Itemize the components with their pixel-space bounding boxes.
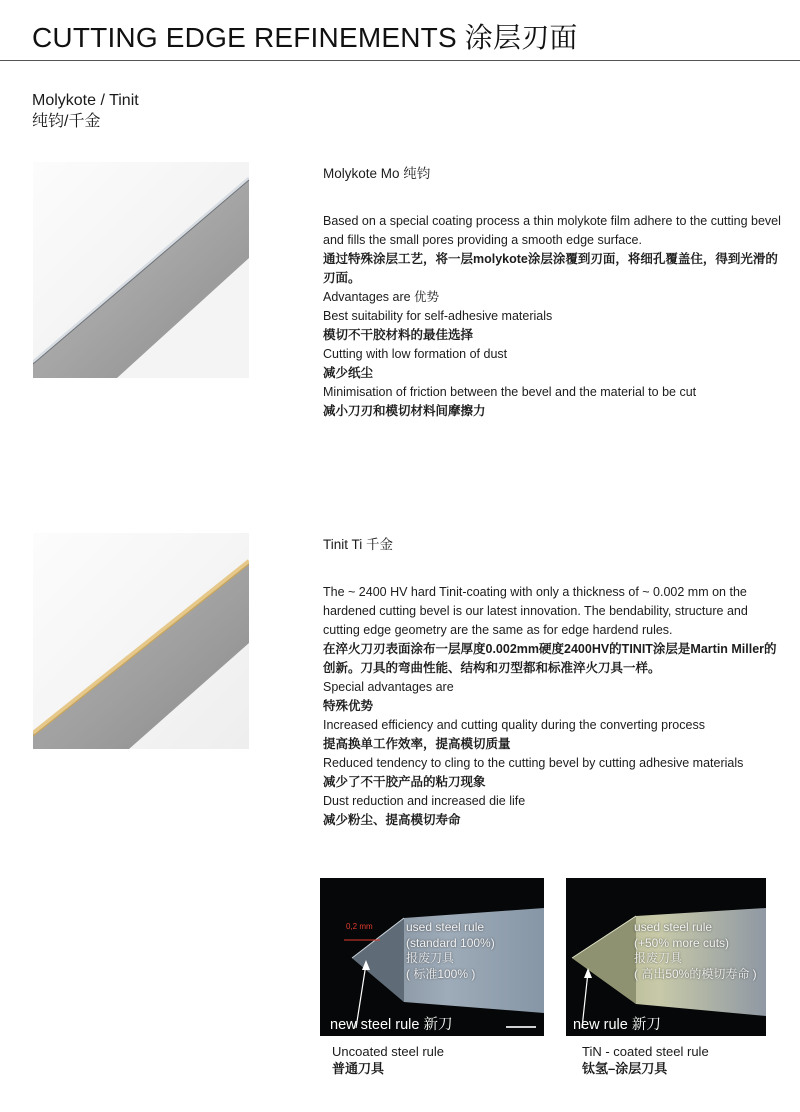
title-divider xyxy=(0,60,800,61)
uncoated-new-rule-label: new steel rule 新刀 xyxy=(330,1017,453,1033)
molykote-para-8: Minimisation of friction between the bevel and the material to be cut xyxy=(323,385,697,399)
uncoated-caption: Uncoated steel rule 普通刀具 xyxy=(332,1044,445,1076)
tinit-para-1: The ~ 2400 HV hard Tinit-coating with only a thickness of ~ 0.002 mm on the hardened cutting bevel is our latest innovation. The bendability, structure and cutting edge geometry are the same as for edge hardend rules. xyxy=(323,585,748,637)
coated-micrograph xyxy=(566,878,766,1036)
tinit-para-9: Dust reduction and increased die life xyxy=(323,794,526,808)
molykote-para-1: Based on a special coating process a thin molykote film adhere to the cutting bevel and fills the small pores providing a smooth edge surface. xyxy=(323,214,781,247)
section-heading-cn: 纯钧/千金 xyxy=(32,113,101,130)
tinit-description xyxy=(323,533,783,830)
page-title: CUTTING EDGE REFINEMENTS 涂层刃面 xyxy=(32,22,578,53)
molykote-para-9: 减小刀刃和模切材料间摩擦力 xyxy=(323,404,486,418)
tinit-para-8: 减少了不干胶产品的粘刀现象 xyxy=(323,775,486,789)
section-heading xyxy=(32,90,139,132)
molykote-para-3: Advantages are 优势 xyxy=(323,290,440,304)
molykote-title: Molykote Mo 纯钧 xyxy=(323,166,431,181)
coated-caption: TiN - coated steel rule 钛氢–涂层刀具 xyxy=(582,1044,709,1076)
molykote-para-2: 通过特殊涂层工艺，将一层molykote涂层涂覆到刃面，将细孔覆盖住，得到光滑的刃面。 xyxy=(323,252,778,285)
molykote-para-6: Cutting with low formation of dust xyxy=(323,347,508,361)
tinit-blade-photo xyxy=(33,533,249,749)
tinit-para-4: 特殊优势 xyxy=(323,699,374,713)
scale-bar-label: 0,2 mm xyxy=(346,922,373,931)
uncoated-note: used steel rule (standard 100%) 报废刀具 ( 标准100% ) xyxy=(406,920,495,981)
molykote-description xyxy=(323,162,783,421)
tinit-para-5: Increased efficiency and cutting quality during the converting process xyxy=(323,718,705,732)
tinit-para-6: 提高换单工作效率，提高模切质量 xyxy=(323,737,511,751)
coated-new-rule-label: new rule 新刀 xyxy=(573,1017,661,1033)
section-heading-en: Molykote / Tinit xyxy=(32,92,139,109)
tinit-para-7: Reduced tendency to cling to the cutting bevel by cutting adhesive materials xyxy=(323,756,744,770)
molykote-para-4: Best suitability for self-adhesive materials xyxy=(323,309,553,323)
molykote-blade-photo xyxy=(33,162,249,378)
uncoated-micrograph xyxy=(320,878,544,1036)
tinit-para-2: 在淬火刀刃表面涂布一层厚度0.002mm硬度2400HV的TINIT涂层是Martin Miller的创新。刀具的弯曲性能、结构和刃型都和标准淬火刀具一样。 xyxy=(323,642,777,675)
molykote-para-5: 模切不干胶材料的最佳选择 xyxy=(323,328,474,342)
tinit-title: Tinit Ti 千金 xyxy=(323,537,394,552)
tinit-para-10: 减少粉尘、提高模切寿命 xyxy=(323,813,461,827)
tinit-para-3: Special advantages are xyxy=(323,680,454,694)
molykote-para-7: 减少纸尘 xyxy=(323,366,374,380)
coated-note: used steel rule (+50% more cuts) 报废刀具 ( 高出50%的模切寿命 ) xyxy=(634,920,757,981)
